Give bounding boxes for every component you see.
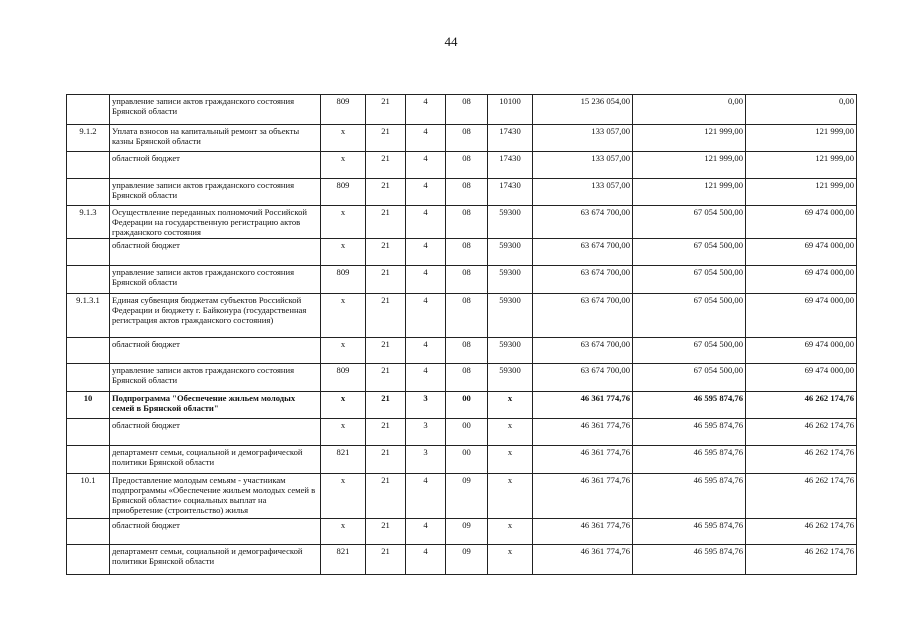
subprogram-code-cell: 3 bbox=[406, 419, 446, 446]
direction-code-cell: х bbox=[488, 392, 533, 419]
program-code-cell: 21 bbox=[366, 392, 406, 419]
amount-year2-cell: 0,00 bbox=[633, 95, 746, 125]
amount-year2-cell: 67 054 500,00 bbox=[633, 206, 746, 239]
subprogram-code-cell: 4 bbox=[406, 364, 446, 392]
admin-code-cell: 821 bbox=[321, 446, 366, 474]
row-name-cell: Подпрограмма "Обеспечение жильем молодых семей в Брянской области" bbox=[110, 392, 321, 419]
direction-code-cell: х bbox=[488, 545, 533, 575]
row-name-cell: областной бюджет bbox=[110, 338, 321, 364]
amount-year3-cell: 69 474 000,00 bbox=[746, 338, 857, 364]
row-name-cell: Единая субвенция бюджетам субъектов Российской Федерации и бюджету г. Байконура (государственная регистрация актов гражданского состояния) bbox=[110, 294, 321, 338]
row-name-cell: департамент семьи, социальной и демографической политики Брянской области bbox=[110, 545, 321, 575]
direction-code-cell: 59300 bbox=[488, 239, 533, 266]
amount-year1-cell: 63 674 700,00 bbox=[533, 364, 633, 392]
program-code-cell: 21 bbox=[366, 446, 406, 474]
direction-code-cell: х bbox=[488, 419, 533, 446]
table-row bbox=[67, 239, 857, 266]
subprogram-code-cell: 4 bbox=[406, 519, 446, 545]
amount-year3-cell: 121 999,00 bbox=[746, 125, 857, 152]
row-number-cell bbox=[67, 338, 110, 364]
amount-year2-cell: 46 595 874,76 bbox=[633, 519, 746, 545]
direction-code-cell: 59300 bbox=[488, 364, 533, 392]
amount-year2-cell: 46 595 874,76 bbox=[633, 446, 746, 474]
admin-code-cell: 809 bbox=[321, 364, 366, 392]
table-row bbox=[67, 95, 857, 125]
amount-year2-cell: 46 595 874,76 bbox=[633, 392, 746, 419]
program-code-cell: 21 bbox=[366, 152, 406, 179]
program-code-cell: 21 bbox=[366, 419, 406, 446]
subprogram-code-cell: 3 bbox=[406, 392, 446, 419]
table-row bbox=[67, 179, 857, 206]
admin-code-cell: х bbox=[321, 206, 366, 239]
row-name-cell: Предоставление молодым семьям - участникам подпрограммы «Обеспечение жильем молодых семей в Брянской области» социальных выплат на приобретение (строительство) жилья bbox=[110, 474, 321, 519]
row-number-cell bbox=[67, 266, 110, 294]
amount-year3-cell: 69 474 000,00 bbox=[746, 294, 857, 338]
main-event-code-cell: 08 bbox=[446, 206, 488, 239]
program-code-cell: 21 bbox=[366, 364, 406, 392]
subprogram-code-cell: 4 bbox=[406, 125, 446, 152]
subprogram-code-cell: 3 bbox=[406, 446, 446, 474]
subprogram-code-cell: 4 bbox=[406, 545, 446, 575]
main-event-code-cell: 00 bbox=[446, 392, 488, 419]
row-name-cell: областной бюджет bbox=[110, 239, 321, 266]
row-number-cell: 10 bbox=[67, 392, 110, 419]
program-code-cell: 21 bbox=[366, 206, 406, 239]
subprogram-code-cell: 4 bbox=[406, 474, 446, 519]
amount-year2-cell: 67 054 500,00 bbox=[633, 266, 746, 294]
admin-code-cell: х bbox=[321, 152, 366, 179]
amount-year1-cell: 63 674 700,00 bbox=[533, 206, 633, 239]
amount-year1-cell: 63 674 700,00 bbox=[533, 294, 633, 338]
table-row bbox=[67, 392, 857, 419]
subprogram-code-cell: 4 bbox=[406, 206, 446, 239]
admin-code-cell: х bbox=[321, 519, 366, 545]
direction-code-cell: х bbox=[488, 474, 533, 519]
direction-code-cell: 17430 bbox=[488, 125, 533, 152]
main-event-code-cell: 00 bbox=[446, 419, 488, 446]
table-body bbox=[67, 95, 857, 575]
program-code-cell: 21 bbox=[366, 474, 406, 519]
amount-year1-cell: 133 057,00 bbox=[533, 152, 633, 179]
amount-year3-cell: 69 474 000,00 bbox=[746, 206, 857, 239]
row-name-cell: областной бюджет bbox=[110, 519, 321, 545]
direction-code-cell: 17430 bbox=[488, 179, 533, 206]
table-row bbox=[67, 446, 857, 474]
amount-year2-cell: 67 054 500,00 bbox=[633, 294, 746, 338]
program-code-cell: 21 bbox=[366, 545, 406, 575]
table-row bbox=[67, 364, 857, 392]
amount-year3-cell: 46 262 174,76 bbox=[746, 446, 857, 474]
main-event-code-cell: 08 bbox=[446, 266, 488, 294]
main-event-code-cell: 08 bbox=[446, 95, 488, 125]
amount-year2-cell: 46 595 874,76 bbox=[633, 545, 746, 575]
main-event-code-cell: 09 bbox=[446, 474, 488, 519]
amount-year1-cell: 133 057,00 bbox=[533, 179, 633, 206]
row-name-cell: Уплата взносов на капитальный ремонт за объекты казны Брянской области bbox=[110, 125, 321, 152]
row-name-cell: управление записи актов гражданского состояния Брянской области bbox=[110, 364, 321, 392]
table-row bbox=[67, 519, 857, 545]
program-code-cell: 21 bbox=[366, 95, 406, 125]
amount-year3-cell: 0,00 bbox=[746, 95, 857, 125]
row-number-cell bbox=[67, 545, 110, 575]
row-number-cell: 10.1 bbox=[67, 474, 110, 519]
admin-code-cell: 809 bbox=[321, 95, 366, 125]
main-event-code-cell: 08 bbox=[446, 294, 488, 338]
row-number-cell bbox=[67, 152, 110, 179]
table-row bbox=[67, 338, 857, 364]
row-number-cell bbox=[67, 519, 110, 545]
amount-year3-cell: 46 262 174,76 bbox=[746, 392, 857, 419]
amount-year1-cell: 46 361 774,76 bbox=[533, 392, 633, 419]
subprogram-code-cell: 4 bbox=[406, 338, 446, 364]
amount-year3-cell: 46 262 174,76 bbox=[746, 474, 857, 519]
row-number-cell bbox=[67, 364, 110, 392]
row-name-cell: управление записи актов гражданского состояния Брянской области bbox=[110, 266, 321, 294]
amount-year2-cell: 67 054 500,00 bbox=[633, 239, 746, 266]
table-row bbox=[67, 474, 857, 519]
main-event-code-cell: 08 bbox=[446, 179, 488, 206]
page-number: 44 bbox=[444, 34, 458, 49]
subprogram-code-cell: 4 bbox=[406, 266, 446, 294]
amount-year3-cell: 121 999,00 bbox=[746, 152, 857, 179]
row-number-cell bbox=[67, 446, 110, 474]
main-event-code-cell: 09 bbox=[446, 545, 488, 575]
row-number-cell: 9.1.3 bbox=[67, 206, 110, 239]
main-event-code-cell: 08 bbox=[446, 338, 488, 364]
table-row bbox=[67, 419, 857, 446]
subprogram-code-cell: 4 bbox=[406, 95, 446, 125]
direction-code-cell: х bbox=[488, 446, 533, 474]
main-event-code-cell: 08 bbox=[446, 364, 488, 392]
direction-code-cell: 10100 bbox=[488, 95, 533, 125]
direction-code-cell: 59300 bbox=[488, 206, 533, 239]
admin-code-cell: х bbox=[321, 125, 366, 152]
direction-code-cell: 17430 bbox=[488, 152, 533, 179]
admin-code-cell: 809 bbox=[321, 266, 366, 294]
amount-year2-cell: 67 054 500,00 bbox=[633, 364, 746, 392]
admin-code-cell: х bbox=[321, 392, 366, 419]
subprogram-code-cell: 4 bbox=[406, 179, 446, 206]
amount-year2-cell: 121 999,00 bbox=[633, 152, 746, 179]
table-row bbox=[67, 294, 857, 338]
amount-year3-cell: 69 474 000,00 bbox=[746, 266, 857, 294]
row-name-cell: управление записи актов гражданского состояния Брянской области bbox=[110, 95, 321, 125]
amount-year3-cell: 121 999,00 bbox=[746, 179, 857, 206]
program-code-cell: 21 bbox=[366, 125, 406, 152]
row-name-cell: управление записи актов гражданского состояния Брянской области bbox=[110, 179, 321, 206]
amount-year1-cell: 46 361 774,76 bbox=[533, 474, 633, 519]
admin-code-cell: х bbox=[321, 239, 366, 266]
table-row bbox=[67, 545, 857, 575]
amount-year1-cell: 63 674 700,00 bbox=[533, 338, 633, 364]
amount-year2-cell: 121 999,00 bbox=[633, 125, 746, 152]
row-number-cell bbox=[67, 419, 110, 446]
amount-year1-cell: 46 361 774,76 bbox=[533, 545, 633, 575]
amount-year2-cell: 67 054 500,00 bbox=[633, 338, 746, 364]
subprogram-code-cell: 4 bbox=[406, 239, 446, 266]
program-code-cell: 21 bbox=[366, 239, 406, 266]
program-code-cell: 21 bbox=[366, 179, 406, 206]
row-number-cell bbox=[67, 179, 110, 206]
admin-code-cell: х bbox=[321, 419, 366, 446]
amount-year1-cell: 63 674 700,00 bbox=[533, 266, 633, 294]
admin-code-cell: х bbox=[321, 474, 366, 519]
direction-code-cell: 59300 bbox=[488, 294, 533, 338]
amount-year3-cell: 46 262 174,76 bbox=[746, 419, 857, 446]
main-event-code-cell: 08 bbox=[446, 125, 488, 152]
table-row bbox=[67, 206, 857, 239]
amount-year2-cell: 121 999,00 bbox=[633, 179, 746, 206]
amount-year1-cell: 46 361 774,76 bbox=[533, 519, 633, 545]
amount-year1-cell: 46 361 774,76 bbox=[533, 419, 633, 446]
table-row bbox=[67, 152, 857, 179]
amount-year2-cell: 46 595 874,76 bbox=[633, 419, 746, 446]
direction-code-cell: 59300 bbox=[488, 338, 533, 364]
program-code-cell: 21 bbox=[366, 266, 406, 294]
row-number-cell: 9.1.3.1 bbox=[67, 294, 110, 338]
direction-code-cell: х bbox=[488, 519, 533, 545]
admin-code-cell: х bbox=[321, 294, 366, 338]
amount-year1-cell: 63 674 700,00 bbox=[533, 239, 633, 266]
main-event-code-cell: 09 bbox=[446, 519, 488, 545]
row-number-cell bbox=[67, 95, 110, 125]
amount-year2-cell: 46 595 874,76 bbox=[633, 474, 746, 519]
program-code-cell: 21 bbox=[366, 338, 406, 364]
main-event-code-cell: 08 bbox=[446, 239, 488, 266]
program-code-cell: 21 bbox=[366, 294, 406, 338]
subprogram-code-cell: 4 bbox=[406, 152, 446, 179]
amount-year1-cell: 46 361 774,76 bbox=[533, 446, 633, 474]
main-event-code-cell: 08 bbox=[446, 152, 488, 179]
admin-code-cell: х bbox=[321, 338, 366, 364]
row-name-cell: Осуществление переданных полномочий Российской Федерации на государственную регистрацию актов гражданского состояния bbox=[110, 206, 321, 239]
row-name-cell: областной бюджет bbox=[110, 419, 321, 446]
admin-code-cell: 821 bbox=[321, 545, 366, 575]
admin-code-cell: 809 bbox=[321, 179, 366, 206]
amount-year3-cell: 46 262 174,76 bbox=[746, 545, 857, 575]
row-name-cell: департамент семьи, социальной и демографической политики Брянской области bbox=[110, 446, 321, 474]
direction-code-cell: 59300 bbox=[488, 266, 533, 294]
table-row bbox=[67, 266, 857, 294]
row-name-cell: областной бюджет bbox=[110, 152, 321, 179]
program-code-cell: 21 bbox=[366, 519, 406, 545]
amount-year1-cell: 15 236 054,00 bbox=[533, 95, 633, 125]
subprogram-code-cell: 4 bbox=[406, 294, 446, 338]
amount-year3-cell: 69 474 000,00 bbox=[746, 364, 857, 392]
amount-year3-cell: 69 474 000,00 bbox=[746, 239, 857, 266]
budget-table bbox=[66, 94, 857, 575]
amount-year3-cell: 46 262 174,76 bbox=[746, 519, 857, 545]
row-number-cell bbox=[67, 239, 110, 266]
amount-year1-cell: 133 057,00 bbox=[533, 125, 633, 152]
table-row bbox=[67, 125, 857, 152]
main-event-code-cell: 00 bbox=[446, 446, 488, 474]
row-number-cell: 9.1.2 bbox=[67, 125, 110, 152]
